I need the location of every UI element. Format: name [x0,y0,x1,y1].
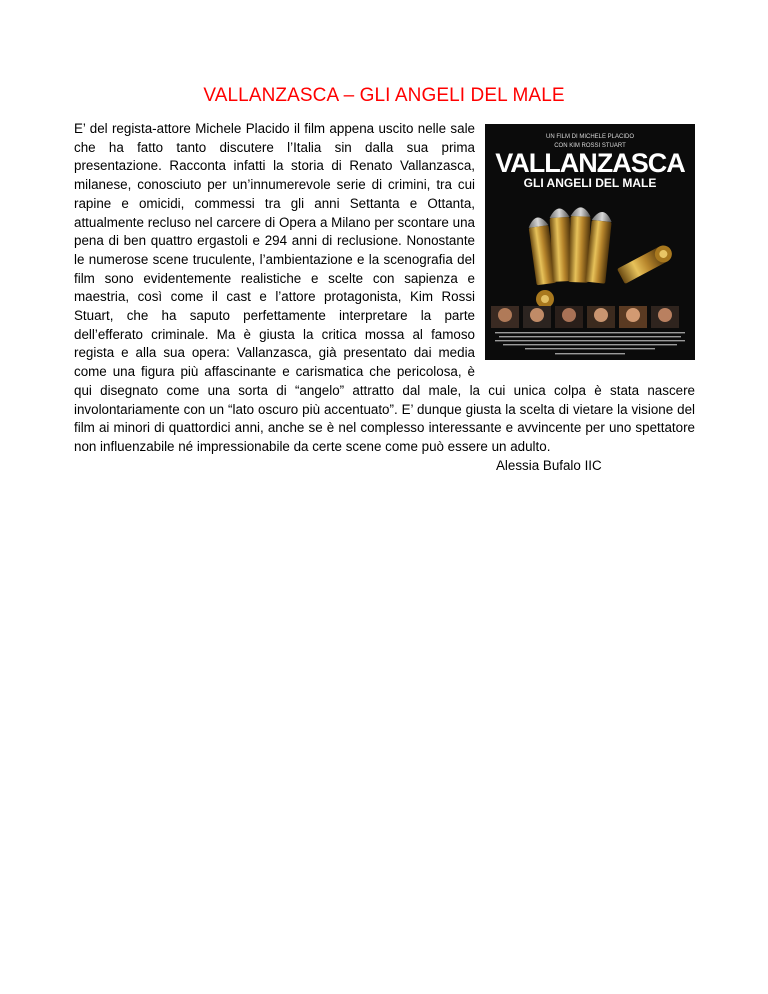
poster-credit-line-1: UN FILM DI MICHELE PLACIDO [545,134,635,140]
article-text: E’ del regista-attore Michele Placido il film appena uscito nelle sale che ha fatto tanto discutere l’Italia sin dalla sua prima presentazione. Racconta infatti la storia di Renato Vallanzasca, milanese, conosciuto per un’innumerevole serie di crimini, tra cui rapine e omicidi, commessi tra gli anni Settanta e Ottanta, attualmente recluso nel carcere di Opera a Milano per scontare una pena di ben quattro ergastoli e 294 anni di reclusione. Nonostante le numerose scene truculente, l’ambientazione e la scenografia del film sono evidentemente realistiche e scelte con sapienza e maestria, così come il cast e l’attore protagonista, Kim Rossi Stuart, che ha saputo perfettamente interpretare la parte dell’efferato criminale. Ma è giusta la critica mossa al famoso regista e alla sua opera: Vallanzasca, già presentato dai media come una figura più affascinante e carismatica che pericolosa, è qui disegnato come una sorta di “angelo” attratto dal male, la cui unica colpa è stata nascere involontariamente con un “lato oscuro più accentuato”. E’ dunque giusta la scelta di vietare la visione del film ai minori di quattordici anni, anche se è nel complesso interessante e avvincente per uno spettatore non influenzabile né impressionabile da certe scene come può essere un adulto. [74,121,695,454]
poster-title: VALLANZASCA [495,148,685,178]
poster-credit-line-2: CON KIM ROSSI STUART [554,143,626,149]
author-signature: Alessia Bufalo IIC [496,458,602,473]
poster-subtitle: GLI ANGELI DEL MALE [523,176,657,190]
article-body [74,120,695,457]
movie-poster-image [485,124,695,360]
page-title: VALLANZASCA – GLI ANGELI DEL MALE [203,85,565,106]
